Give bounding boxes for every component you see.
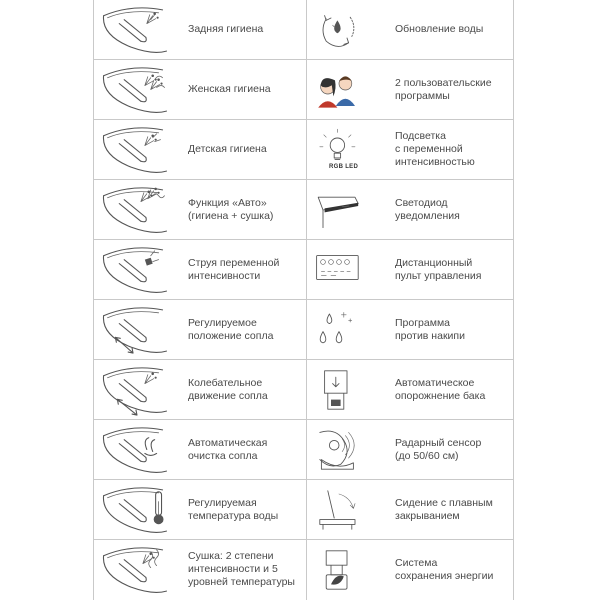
- nozzle-position-icon: [100, 302, 172, 357]
- feature-label: Автоматическая очистка сопла: [188, 436, 268, 462]
- notification-led-feature: [307, 180, 513, 239]
- feature-label: Функция «Авто» (гигиена + сушка): [188, 196, 274, 222]
- tank-drain-feature: [307, 360, 513, 419]
- feature-row: [94, 180, 513, 240]
- drying-icon: [100, 542, 172, 597]
- nozzle-cleaning-feature: [94, 420, 306, 479]
- feature-label: Светодиод уведомления: [395, 196, 460, 222]
- anti-scale-icon: [315, 303, 371, 357]
- child-hygiene-icon: [100, 122, 172, 177]
- feature-label: Задняя гигиена: [188, 23, 264, 35]
- nozzle-oscillation-feature: [94, 360, 306, 419]
- auto-function-icon: [100, 182, 172, 237]
- nozzle-oscillation-icon: [100, 362, 172, 417]
- feature-row: [94, 480, 513, 540]
- soft-close-seat-feature: [307, 480, 513, 539]
- feature-row: [94, 60, 513, 120]
- feature-label: Регулируемая температура воды: [188, 496, 279, 522]
- feature-row: [94, 420, 513, 480]
- nozzle-position-feature: [94, 300, 306, 359]
- rgb-led-feature: [307, 120, 513, 179]
- feature-label: Обновление воды: [395, 23, 484, 35]
- rear-hygiene-icon: [100, 2, 172, 57]
- radar-sensor-icon: [315, 423, 371, 477]
- feature-row: [94, 360, 513, 420]
- variable-jet-feature: [94, 240, 306, 299]
- feature-label: Сушка: 2 степени интенсивности и 5 уровней температуры: [188, 550, 295, 588]
- feature-row: [94, 300, 513, 360]
- nozzle-cleaning-icon: [100, 422, 172, 477]
- water-temperature-feature: [94, 480, 306, 539]
- water-temperature-icon: [100, 482, 172, 537]
- feminine-hygiene-icon: [100, 62, 172, 117]
- feature-label: Женская гигиена: [188, 83, 271, 95]
- tank-drain-icon: [315, 363, 371, 417]
- feature-row: [94, 540, 513, 599]
- rear-hygiene-feature: [94, 0, 306, 59]
- anti-scale-feature: [307, 300, 513, 359]
- feminine-hygiene-feature: [94, 60, 306, 119]
- feature-label: Дистанционный пульт управления: [395, 256, 482, 282]
- feature-label: Детская гигиена: [188, 143, 267, 155]
- two-users-feature: [307, 60, 513, 119]
- feature-label: Система сохранения энергии: [395, 556, 494, 582]
- feature-table: [93, 0, 514, 600]
- variable-jet-icon: [100, 242, 172, 297]
- soft-close-seat-icon: [315, 483, 371, 537]
- water-renewal-feature: [307, 0, 513, 59]
- remote-control-feature: [307, 240, 513, 299]
- feature-label: Сидение с плавным закрыванием: [395, 496, 493, 522]
- auto-function-feature: [94, 180, 306, 239]
- feature-label: Колебательное движение сопла: [188, 376, 268, 402]
- rgb-led-badge: RGB LED: [329, 164, 359, 170]
- feature-label: Программа против накипи: [395, 316, 465, 342]
- feature-label: 2 пользовательские программы: [395, 76, 492, 102]
- child-hygiene-feature: [94, 120, 306, 179]
- feature-label: Струя переменной интенсивности: [188, 256, 280, 282]
- remote-control-icon: [315, 243, 371, 297]
- feature-row: [94, 120, 513, 180]
- notification-led-icon: [315, 183, 371, 237]
- feature-row: [94, 240, 513, 300]
- water-renewal-icon: [315, 3, 371, 57]
- drying-feature: [94, 540, 306, 599]
- feature-label: Подсветка с переменной интенсивностью: [395, 130, 475, 168]
- two-users-icon: [315, 63, 371, 117]
- feature-label: Радарный сенсор (до 50/60 см): [395, 436, 482, 462]
- energy-saving-feature: [307, 540, 513, 599]
- feature-label: Регулируемое положение сопла: [188, 316, 274, 342]
- feature-row: [94, 0, 513, 60]
- radar-sensor-feature: [307, 420, 513, 479]
- feature-label: Автоматическое опорожнение бака: [395, 376, 486, 402]
- energy-saving-icon: [315, 543, 371, 597]
